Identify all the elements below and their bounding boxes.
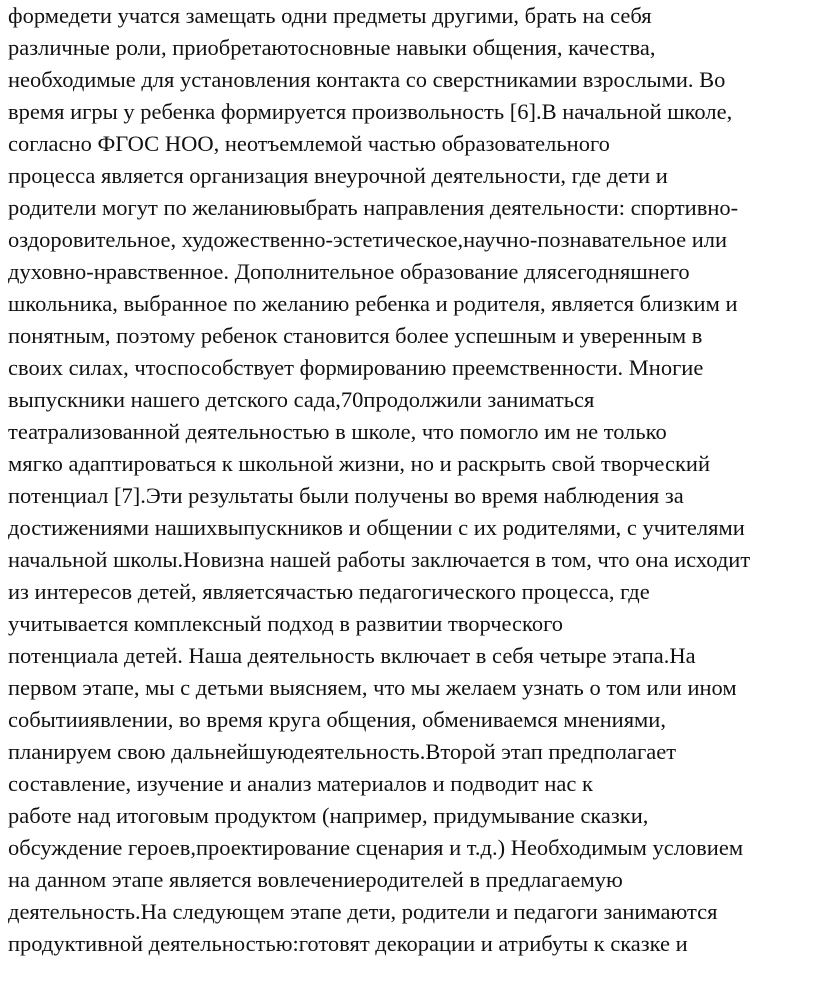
- text-line: продуктивной деятельностью:готовят декорации и атрибуты к сказке и: [8, 931, 688, 956]
- text-line: школьника, выбранное по желанию ребенка и родителя, является близким и: [8, 291, 738, 316]
- text-line: мягко адаптироваться к школьной жизни, но и раскрыть свой творческий: [8, 451, 710, 476]
- text-line: различные роли, приобретаютосновные навыки общения, качества,: [8, 35, 656, 60]
- text-line: понятным, поэтому ребенок становится более успешным и уверенным в: [8, 323, 703, 348]
- text-line: духовно-нравственное. Дополнительное образование длясегодняшнего: [8, 259, 690, 284]
- text-line: процесса является организация внеурочной деятельности, где дети и: [8, 163, 668, 188]
- text-line: время игры у ребенка формируется произвольность [6].В начальной школе,: [8, 99, 733, 124]
- text-line: формедети учатся замещать одни предметы другими, брать на себя: [8, 3, 652, 28]
- text-line: планируем свою дальнейшуюдеятельность.Второй этап предполагает: [8, 739, 677, 764]
- text-line: начальной школы.Новизна нашей работы заключается в том, что она исходит: [8, 547, 751, 572]
- text-line: своих силах, чтоспособствует формированию преемственности. Многие: [8, 355, 704, 380]
- text-line: театрализованной деятельностью в школе, что помогло им не только: [8, 419, 667, 444]
- text-line: на данном этапе является вовлечениеродителей в предлагаемую: [8, 867, 623, 892]
- text-line: выпускники нашего детского сада,70продолжили заниматься: [8, 387, 595, 412]
- text-line: учитывается комплексный подход в развитии творческого: [8, 611, 563, 636]
- text-line: составление, изучение и анализ материалов и подводит нас к: [8, 771, 593, 796]
- text-line: из интересов детей, являетсячастью педагогического процесса, где: [8, 579, 650, 604]
- text-line: первом этапе, мы с детьми выясняем, что мы желаем узнать о том или ином: [8, 675, 737, 700]
- text-line: работе над итоговым продуктом (например, придумывание сказки,: [8, 803, 649, 828]
- text-line: потенциала детей. Наша деятельность включает в себя четыре этапа.На: [8, 643, 696, 668]
- text-line: деятельность.На следующем этапе дети, родители и педагоги занимаются: [8, 899, 718, 924]
- text-line: согласно ФГОС НОО, неотъемлемой частью образовательного: [8, 131, 610, 156]
- text-line: достижениями нашихвыпускников и общении с их родителями, с учителями: [8, 515, 745, 540]
- text-line: событииявлении, во время круга общения, обмениваемся мнениями,: [8, 707, 666, 732]
- text-line: родители могут по желаниювыбрать направления деятельности: спортивно-: [8, 195, 739, 220]
- text-line: обсуждение героев,проектирование сценария и т.д.) Необходимым условием: [8, 835, 744, 860]
- text-line: необходимые для установления контакта со сверстникамии взрослыми. Во: [8, 67, 726, 92]
- text-line: потенциал [7].Эти результаты были получены во время наблюдения за: [8, 483, 684, 508]
- text-line: оздоровительное, художественно-эстетическое,научно-познавательное или: [8, 227, 728, 252]
